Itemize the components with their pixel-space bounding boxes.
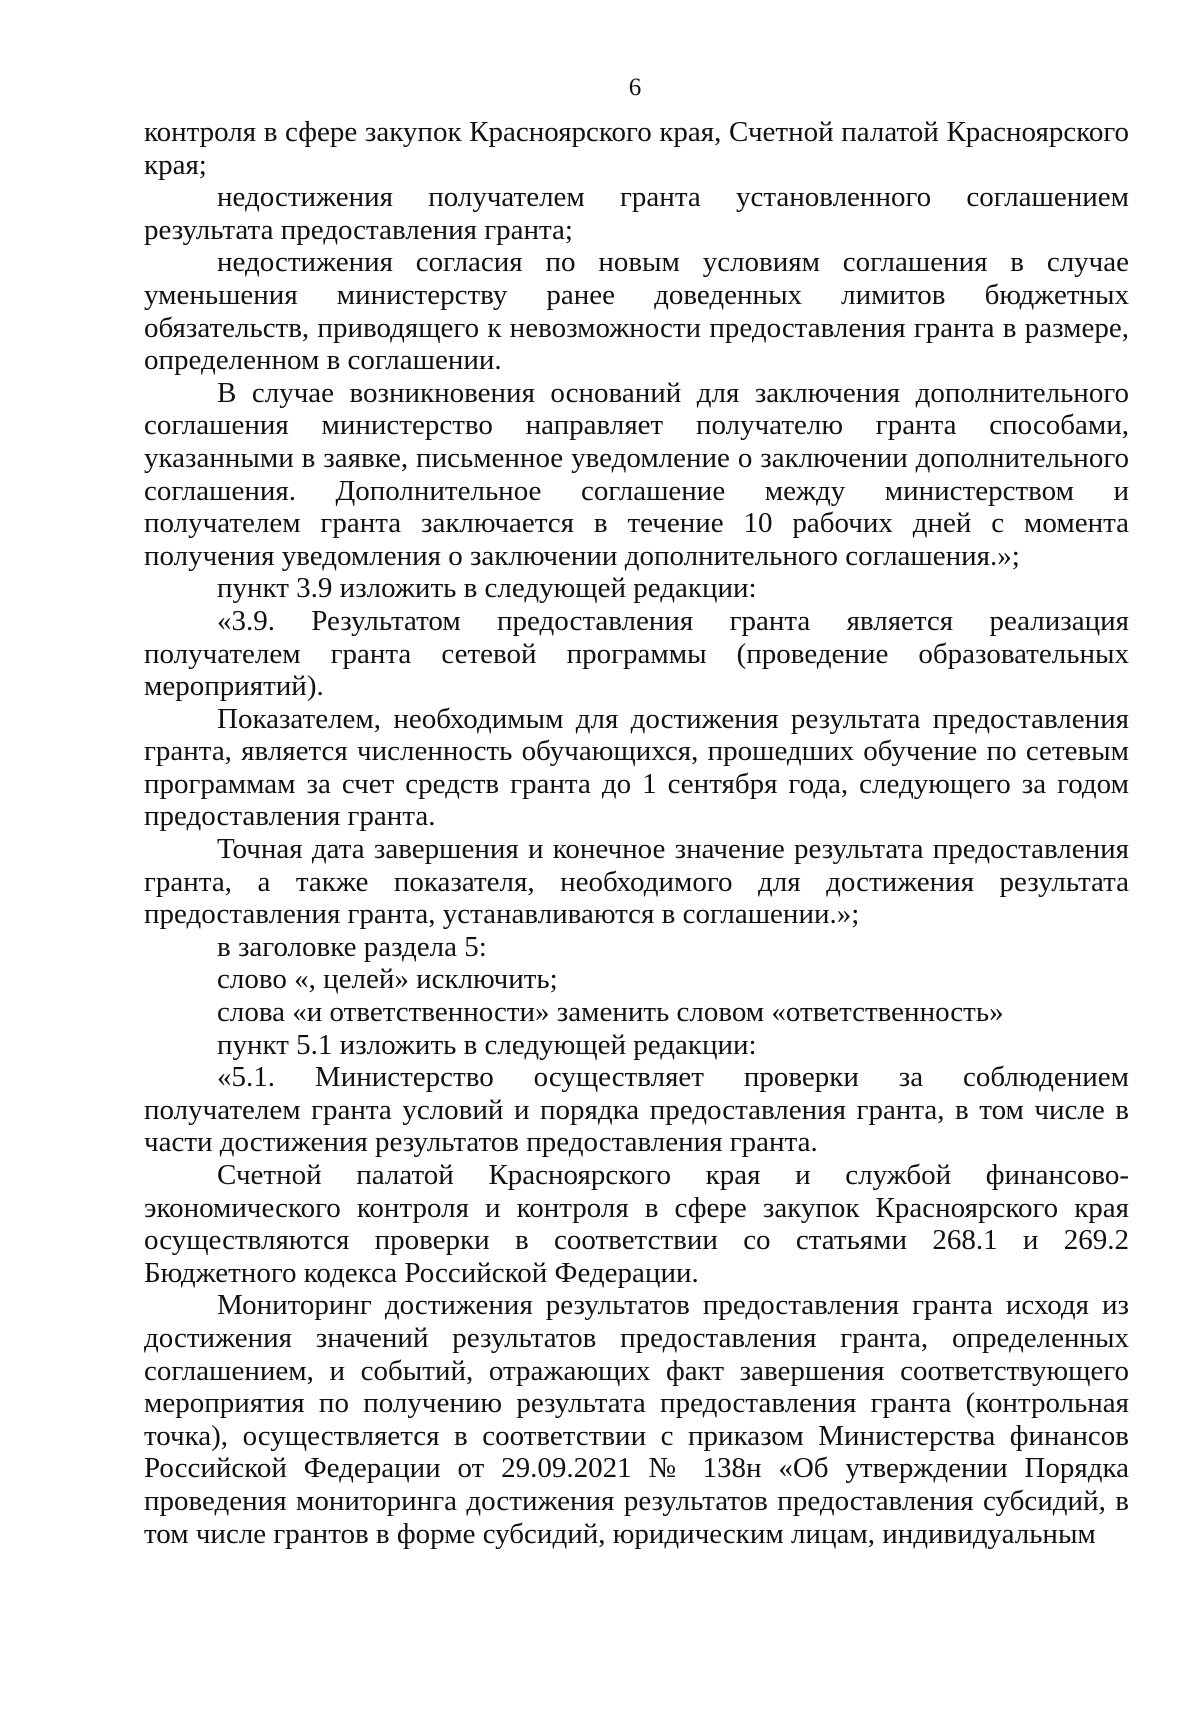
paragraph-1: контроля в сфере закупок Красноярского края, Счетной палатой Красноярского края; — [144, 116, 1129, 181]
paragraph-11: слова «и ответственности» заменить словом «ответственность» — [217, 996, 1004, 1029]
paragraph-3: недостижения согласия по новым условиям соглашения в случае уменьшения министерству ранее доведенных лимитов бюджетных обязательств, приводящего к невозможности предоставления гранта в размере, определенном в соглашении. — [144, 246, 1129, 377]
paragraph-5: пункт 3.9 изложить в следующей редакции: — [217, 572, 757, 605]
paragraph-2: недостижения получателем гранта установленного соглашением результата предоставления гранта; — [144, 181, 1129, 246]
paragraph-13: «5.1. Министерство осуществляет проверки за соблюдением получателем гранта условий и порядка предоставления гранта, в том числе в части достижения результатов предоставления гранта. — [144, 1061, 1129, 1159]
paragraph-12: пункт 5.1 изложить в следующей редакции: — [217, 1028, 757, 1061]
paragraph-14: Счетной палатой Красноярского края и службой финансово-экономического контроля и контроля в сфере закупок Красноярского края осуществляются проверки в соответствии со статьями 268.1 и 269.2 Бюджетного кодекса Российской Федерации. — [144, 1159, 1129, 1289]
paragraph-6: «3.9. Результатом предоставления гранта является реализация получателем гранта сетевой программы (проведение образовательных мероприятий). — [144, 604, 1129, 703]
paragraph-4: В случае возникновения оснований для заключения дополнительного соглашения министерство направляет получателю гранта способами, указанными в заявке, письменное уведомление о заключении дополнительного соглашения. Дополнительное соглашение между министерством и получателем гранта заключается в течение 10 рабочих дней с момента получения уведомления о заключении дополнительного соглашения.»; — [144, 376, 1129, 572]
paragraph-8: Точная дата завершения и конечное значение результата предоставления гранта, а также показателя, необходимого для достижения результата предоставления гранта, устанавливаются в соглашении.»; — [144, 833, 1129, 931]
paragraph-15: Мониторинг достижения результатов предоставления гранта исходя из достижения значений результатов предоставления гранта, определенных соглашением, и событий, отражающих факт завершения соответствующего мероприятия по получению результата предоставления гранта (контрольная точка), осуществляется в соответствии с приказом Министерства финансов Российской Федерации от 29.09.2021 № 138н «Об утверждении Порядка проведения мониторинга достижения результатов предоставления субсидий, в том числе грантов в форме субсидий, юридическим лицам, индивидуальным — [144, 1289, 1129, 1550]
document-body — [144, 116, 1129, 1550]
paragraph-10: слово «, целей» исключить; — [217, 963, 558, 996]
page-number: 6 — [628, 74, 642, 101]
paragraph-7: Показателем, необходимым для достижения результата предоставления гранта, является численность обучающихся, прошедших обучение по сетевым программам за счет средств гранта до 1 сентября года, следующего за годом предоставления гранта. — [144, 702, 1129, 833]
paragraph-9: в заголовке раздела 5: — [217, 930, 487, 963]
